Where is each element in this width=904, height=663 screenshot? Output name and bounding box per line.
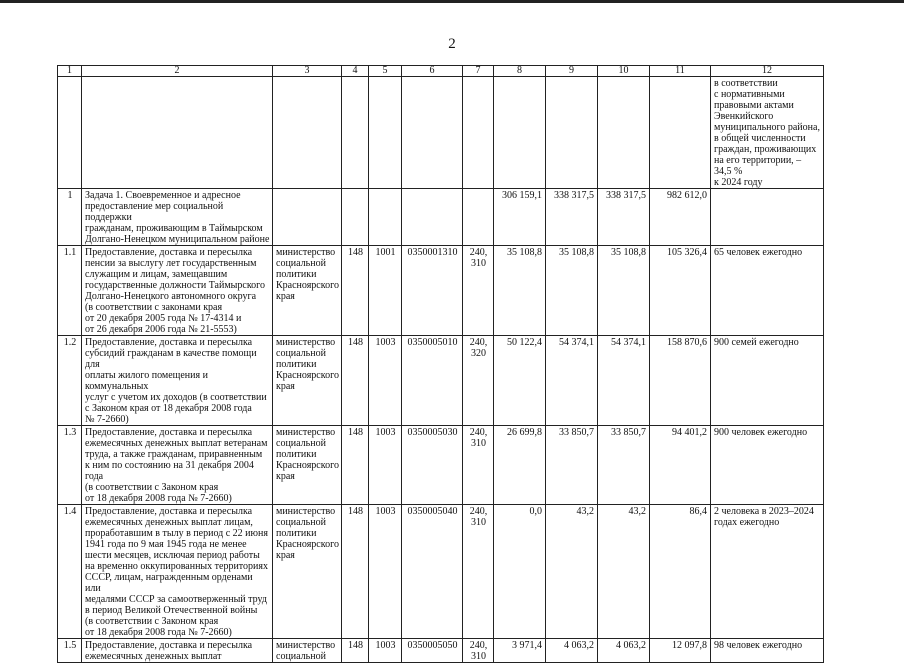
program-activities-table: [57, 65, 824, 663]
col-header: 6: [402, 66, 463, 77]
amount-cell: 4 063,2: [546, 639, 598, 663]
row-number: 1.4: [58, 505, 82, 639]
amount-cell: 33 850,7: [546, 426, 598, 505]
responsible-ministry: министерство социальной: [273, 639, 342, 663]
expected-result: [711, 189, 824, 246]
code-cell: 1003: [369, 426, 402, 505]
table-row: [58, 336, 824, 426]
code-cell: 240, 310: [463, 426, 494, 505]
col-header: 7: [463, 66, 494, 77]
amount-cell: 54 374,1: [598, 336, 650, 426]
responsible-ministry: министерство социальной политики Красноярского края: [273, 505, 342, 639]
expected-result: 900 человек ежегодно: [711, 426, 824, 505]
header-row: [58, 66, 824, 77]
amount-cell: [494, 77, 546, 189]
expected-result: в соответствии с нормативными правовыми актами Эвенкийского муниципального района, в общей численности граждан, проживающих на его территории, – 34,5 % к 2024 году: [711, 77, 824, 189]
code-cell: [402, 189, 463, 246]
activity-name: Предоставление, доставка и пересылка ежемесячных денежных выплат лицам, проработавшим в тылу в период с 22 июня 1941 года по 9 мая 1945 года не менее шести месяцев, исключая период работы на временно оккупированных территориях СССР, лицам, награжденным орденами или медалями СССР за самоотверженный труд в период Великой Отечественной войны (в соответствии с Законом края от 18 декабря 2008 года № 7-2660): [82, 505, 273, 639]
col-header: 10: [598, 66, 650, 77]
code-cell: 240, 320: [463, 336, 494, 426]
amount-cell: 35 108,8: [494, 246, 546, 336]
responsible-ministry: [273, 189, 342, 246]
code-cell: 0350005010: [402, 336, 463, 426]
code-cell: [369, 77, 402, 189]
code-cell: 240, 310: [463, 246, 494, 336]
col-header: 11: [650, 66, 711, 77]
amount-total-cell: 94 401,2: [650, 426, 711, 505]
table-row: [58, 246, 824, 336]
amount-cell: [546, 77, 598, 189]
table-row: [58, 77, 824, 189]
amount-cell: 33 850,7: [598, 426, 650, 505]
table-row: [58, 426, 824, 505]
activity-name: Предоставление, доставка и пересылка ежемесячных денежных выплат ветеранам труда, а также гражданам, приравненным к ним по состоянию на 31 декабря 2004 года (в соответствии с Законом края от 18 декабря 2008 года № 7-2660): [82, 426, 273, 505]
col-header: 5: [369, 66, 402, 77]
amount-cell: 306 159,1: [494, 189, 546, 246]
code-cell: 148: [342, 336, 369, 426]
amount-cell: 43,2: [598, 505, 650, 639]
code-cell: 1003: [369, 505, 402, 639]
table-row: [58, 505, 824, 639]
row-number: 1.5: [58, 639, 82, 663]
responsible-ministry: [273, 77, 342, 189]
activity-name: Предоставление, доставка и пересылка субсидий гражданам в качестве помощи для оплаты жилого помещения и коммунальных услуг с учетом их доходов (в соответствии с Законом края от 18 декабря 2008 года № 7-2660): [82, 336, 273, 426]
code-cell: 0350001310: [402, 246, 463, 336]
col-header: 8: [494, 66, 546, 77]
amount-total-cell: 982 612,0: [650, 189, 711, 246]
page-number: 2: [448, 36, 456, 52]
code-cell: 0350005050: [402, 639, 463, 663]
activity-name: [82, 77, 273, 189]
expected-result: 900 семей ежегодно: [711, 336, 824, 426]
amount-total-cell: 86,4: [650, 505, 711, 639]
amount-cell: 4 063,2: [598, 639, 650, 663]
row-number: [58, 77, 82, 189]
col-header: 4: [342, 66, 369, 77]
code-cell: 1003: [369, 336, 402, 426]
expected-result: 98 человек ежегодно: [711, 639, 824, 663]
amount-cell: 35 108,8: [546, 246, 598, 336]
code-cell: 1001: [369, 246, 402, 336]
activity-name: Предоставление, доставка и пересылка пенсии за выслугу лет государственным служащим и лицам, замещавшим государственные должности Таймырского Долгано-Ненецкого автономного округа (в соответствии с законами края от 20 декабря 2005 года № 17-4314 и от 26 декабря 2006 года № 21-5553): [82, 246, 273, 336]
amount-total-cell: 158 870,6: [650, 336, 711, 426]
amount-cell: 3 971,4: [494, 639, 546, 663]
col-header: 9: [546, 66, 598, 77]
code-cell: [463, 189, 494, 246]
code-cell: [369, 189, 402, 246]
expected-result: 65 человек ежегодно: [711, 246, 824, 336]
amount-cell: 338 317,5: [598, 189, 650, 246]
amount-total-cell: 105 326,4: [650, 246, 711, 336]
code-cell: 240, 310: [463, 639, 494, 663]
amount-cell: 54 374,1: [546, 336, 598, 426]
code-cell: 240, 310: [463, 505, 494, 639]
responsible-ministry: министерство социальной политики Красноярского края: [273, 426, 342, 505]
code-cell: [342, 77, 369, 189]
code-cell: 148: [342, 639, 369, 663]
responsible-ministry: министерство социальной политики Красноярского края: [273, 336, 342, 426]
amount-cell: 0,0: [494, 505, 546, 639]
row-number: 1.1: [58, 246, 82, 336]
amount-cell: [598, 77, 650, 189]
activity-name: Задача 1. Своевременное и адресное предоставление мер социальной поддержки гражданам, проживающим в Таймырском Долгано-Ненецком муниципальном районе: [82, 189, 273, 246]
code-cell: 0350005040: [402, 505, 463, 639]
code-cell: [463, 77, 494, 189]
col-header: 1: [58, 66, 82, 77]
col-header: 3: [273, 66, 342, 77]
row-number: 1: [58, 189, 82, 246]
amount-cell: 338 317,5: [546, 189, 598, 246]
code-cell: 0350005030: [402, 426, 463, 505]
row-number: 1.2: [58, 336, 82, 426]
amount-cell: 35 108,8: [598, 246, 650, 336]
table-row: [58, 639, 824, 663]
responsible-ministry: министерство социальной политики Красноярского края: [273, 246, 342, 336]
col-header: 12: [711, 66, 824, 77]
table-row: [58, 189, 824, 246]
code-cell: 148: [342, 246, 369, 336]
code-cell: 148: [342, 426, 369, 505]
amount-total-cell: 12 097,8: [650, 639, 711, 663]
amount-total-cell: [650, 77, 711, 189]
amount-cell: 43,2: [546, 505, 598, 639]
code-cell: 1003: [369, 639, 402, 663]
code-cell: 148: [342, 505, 369, 639]
activity-name: Предоставление, доставка и пересылка ежемесячных денежных выплат: [82, 639, 273, 663]
amount-cell: 26 699,8: [494, 426, 546, 505]
row-number: 1.3: [58, 426, 82, 505]
code-cell: [342, 189, 369, 246]
col-header: 2: [82, 66, 273, 77]
amount-cell: 50 122,4: [494, 336, 546, 426]
top-border-line: [0, 0, 904, 3]
code-cell: [402, 77, 463, 189]
expected-result: 2 человека в 2023–2024 годах ежегодно: [711, 505, 824, 639]
